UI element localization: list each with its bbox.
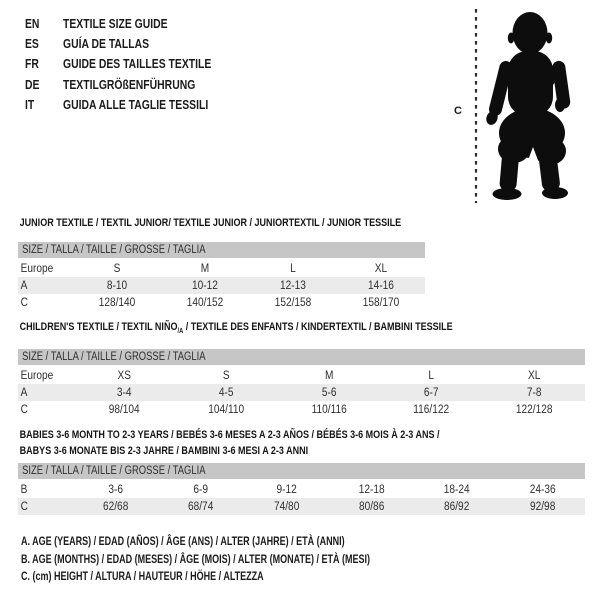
language-title-list <box>25 13 248 115</box>
value-cell: 4-5 <box>219 386 234 399</box>
size-cell: XL <box>374 262 388 275</box>
table-row-height <box>18 401 585 418</box>
language-label: GUIDA ALLE TAGLIE TESSILI <box>63 97 209 113</box>
baby-silhouette-icon <box>450 5 598 205</box>
value-cell: 98/104 <box>108 403 140 416</box>
size-header-text: SIZE / TALLA / TAILLE / GRÖSSE / TAGLIA <box>22 351 206 364</box>
size-cell: XL <box>527 369 541 382</box>
value-cell: 74/80 <box>273 500 299 513</box>
table-row-europe <box>18 367 585 384</box>
value-cell: 7-8 <box>526 386 542 399</box>
row-label: C <box>20 296 28 309</box>
value-cell: 6-9 <box>193 483 209 496</box>
size-header-text: SIZE / TALLA / TAILLE / GRÖSSE / TAGLIA <box>22 244 206 256</box>
value-cell: 110/116 <box>311 403 347 416</box>
size-header-bar <box>18 349 585 365</box>
table-row-europe <box>18 260 425 277</box>
value-cell: 122/128 <box>515 403 553 416</box>
size-cell: M <box>200 262 210 275</box>
children-table-section <box>18 321 585 418</box>
legend-line-c: C. (cm) HEIGHT / ALTURA / HAUTEUR / HÖHE / ALTEZZA <box>21 569 264 583</box>
table-row-age-months <box>18 481 585 498</box>
title-text: CHILDREN'S TEXTILE / TEXTIL NIÑO <box>19 321 178 333</box>
language-label: TEXTILGRÖßENFÜHRUNG <box>63 76 196 92</box>
value-cell: 5-6 <box>321 386 337 399</box>
title-subscript: /A <box>177 328 184 336</box>
language-code: EN <box>25 15 40 31</box>
value-cell: 18-24 <box>444 483 470 496</box>
measure-legend <box>21 533 486 586</box>
value-cell: 92/98 <box>529 500 555 513</box>
value-cell: 86/92 <box>444 500 470 513</box>
size-cell: XS <box>117 369 131 382</box>
language-label: GUIDE DES TAILLES TEXTILE <box>63 56 212 72</box>
row-label: A <box>20 279 28 292</box>
size-cell: S <box>113 262 121 275</box>
legend-line-a: A. AGE (YEARS) / EDAD (AÑOS) / ÂGE (ANS) / ALTER (JAHRE) / ETÀ (ANNI) <box>21 534 345 548</box>
value-cell: 24-36 <box>529 483 556 496</box>
value-cell: 14-16 <box>368 279 394 292</box>
language-code: FR <box>25 56 39 72</box>
measure-label-c: C <box>454 105 462 117</box>
value-cell: 10-12 <box>192 279 218 292</box>
value-cell: 158/170 <box>362 296 400 309</box>
value-cell: 62/68 <box>102 500 129 513</box>
legend-line-b: B. AGE (MONTHS) / EDAD (MESES) / ÂGE (MOIS) / ALTER (MONATE) / ETÀ (MESI) <box>21 551 370 566</box>
junior-table-section <box>18 217 425 311</box>
table-row-age <box>18 384 585 401</box>
value-cell: 3-6 <box>108 483 123 496</box>
size-cell: M <box>324 369 334 382</box>
language-row-fr <box>25 54 248 74</box>
language-code: DE <box>25 76 40 92</box>
value-cell: 12-18 <box>358 483 385 496</box>
value-cell: 68/74 <box>188 500 214 513</box>
value-cell: 104/110 <box>208 403 245 416</box>
value-cell: 116/122 <box>413 403 450 416</box>
table-row-height <box>18 294 425 311</box>
language-label: TEXTILE SIZE GUIDE <box>63 15 168 31</box>
babies-table-section <box>18 427 585 515</box>
size-cell: S <box>223 369 230 382</box>
title-text: / TEXTILE DES ENFANTS / KINDERTEXTIL / BAMBINI TESSILE <box>183 321 453 333</box>
value-cell: 8-10 <box>106 279 128 292</box>
language-code: IT <box>25 97 35 113</box>
language-row-it <box>25 95 248 115</box>
language-code: ES <box>25 36 39 52</box>
value-cell: 152/158 <box>274 296 312 309</box>
row-label: A <box>20 386 28 399</box>
size-header-bar <box>18 242 425 258</box>
children-table-title <box>18 321 483 338</box>
value-cell: 6-7 <box>424 386 439 399</box>
row-label: C <box>20 403 28 416</box>
value-cell: 9-12 <box>276 483 297 496</box>
size-header-text: SIZE / TALLA / TAILLE / GRÖSSE / TAGLIA <box>22 465 206 477</box>
row-label: Europe <box>20 369 54 382</box>
value-cell: 80/86 <box>358 500 385 513</box>
language-row-es <box>25 33 248 53</box>
language-row-de <box>25 74 248 94</box>
table-row-height <box>18 498 585 515</box>
baby-figure <box>450 5 598 205</box>
size-cell: L <box>290 262 296 275</box>
row-label: C <box>20 500 28 513</box>
value-cell: 3-4 <box>116 386 132 399</box>
size-cell: L <box>428 369 435 382</box>
value-cell: 140/152 <box>186 296 224 309</box>
junior-table-title: JUNIOR TEXTILE / TEXTIL JUNIOR/ TEXTILE JUNIOR / JUNIORTEXTIL / JUNIOR TESSILE <box>19 217 402 229</box>
value-cell: 128/140 <box>98 296 136 309</box>
value-cell: 12-13 <box>280 279 306 292</box>
row-label: B <box>20 483 28 496</box>
size-header-bar <box>18 463 585 479</box>
babies-table-title-line2: BABYS 3-6 MONATE BIS 2-3 JAHRE / BAMBINI 3-6 MESI A 2-3 ANNI <box>19 445 309 457</box>
babies-table-title-line1: BABIES 3-6 MONTH TO 2-3 YEARS / BEBÉS 3-6 MESES A 2-3 AÑOS / BÉBÉS 3-6 MOIS À 2-3 ANS / <box>19 429 440 441</box>
language-label: GUÍA DE TALLAS <box>63 36 150 52</box>
language-row-en <box>25 13 248 33</box>
row-label: Europe <box>20 262 54 275</box>
table-row-age <box>18 277 425 294</box>
